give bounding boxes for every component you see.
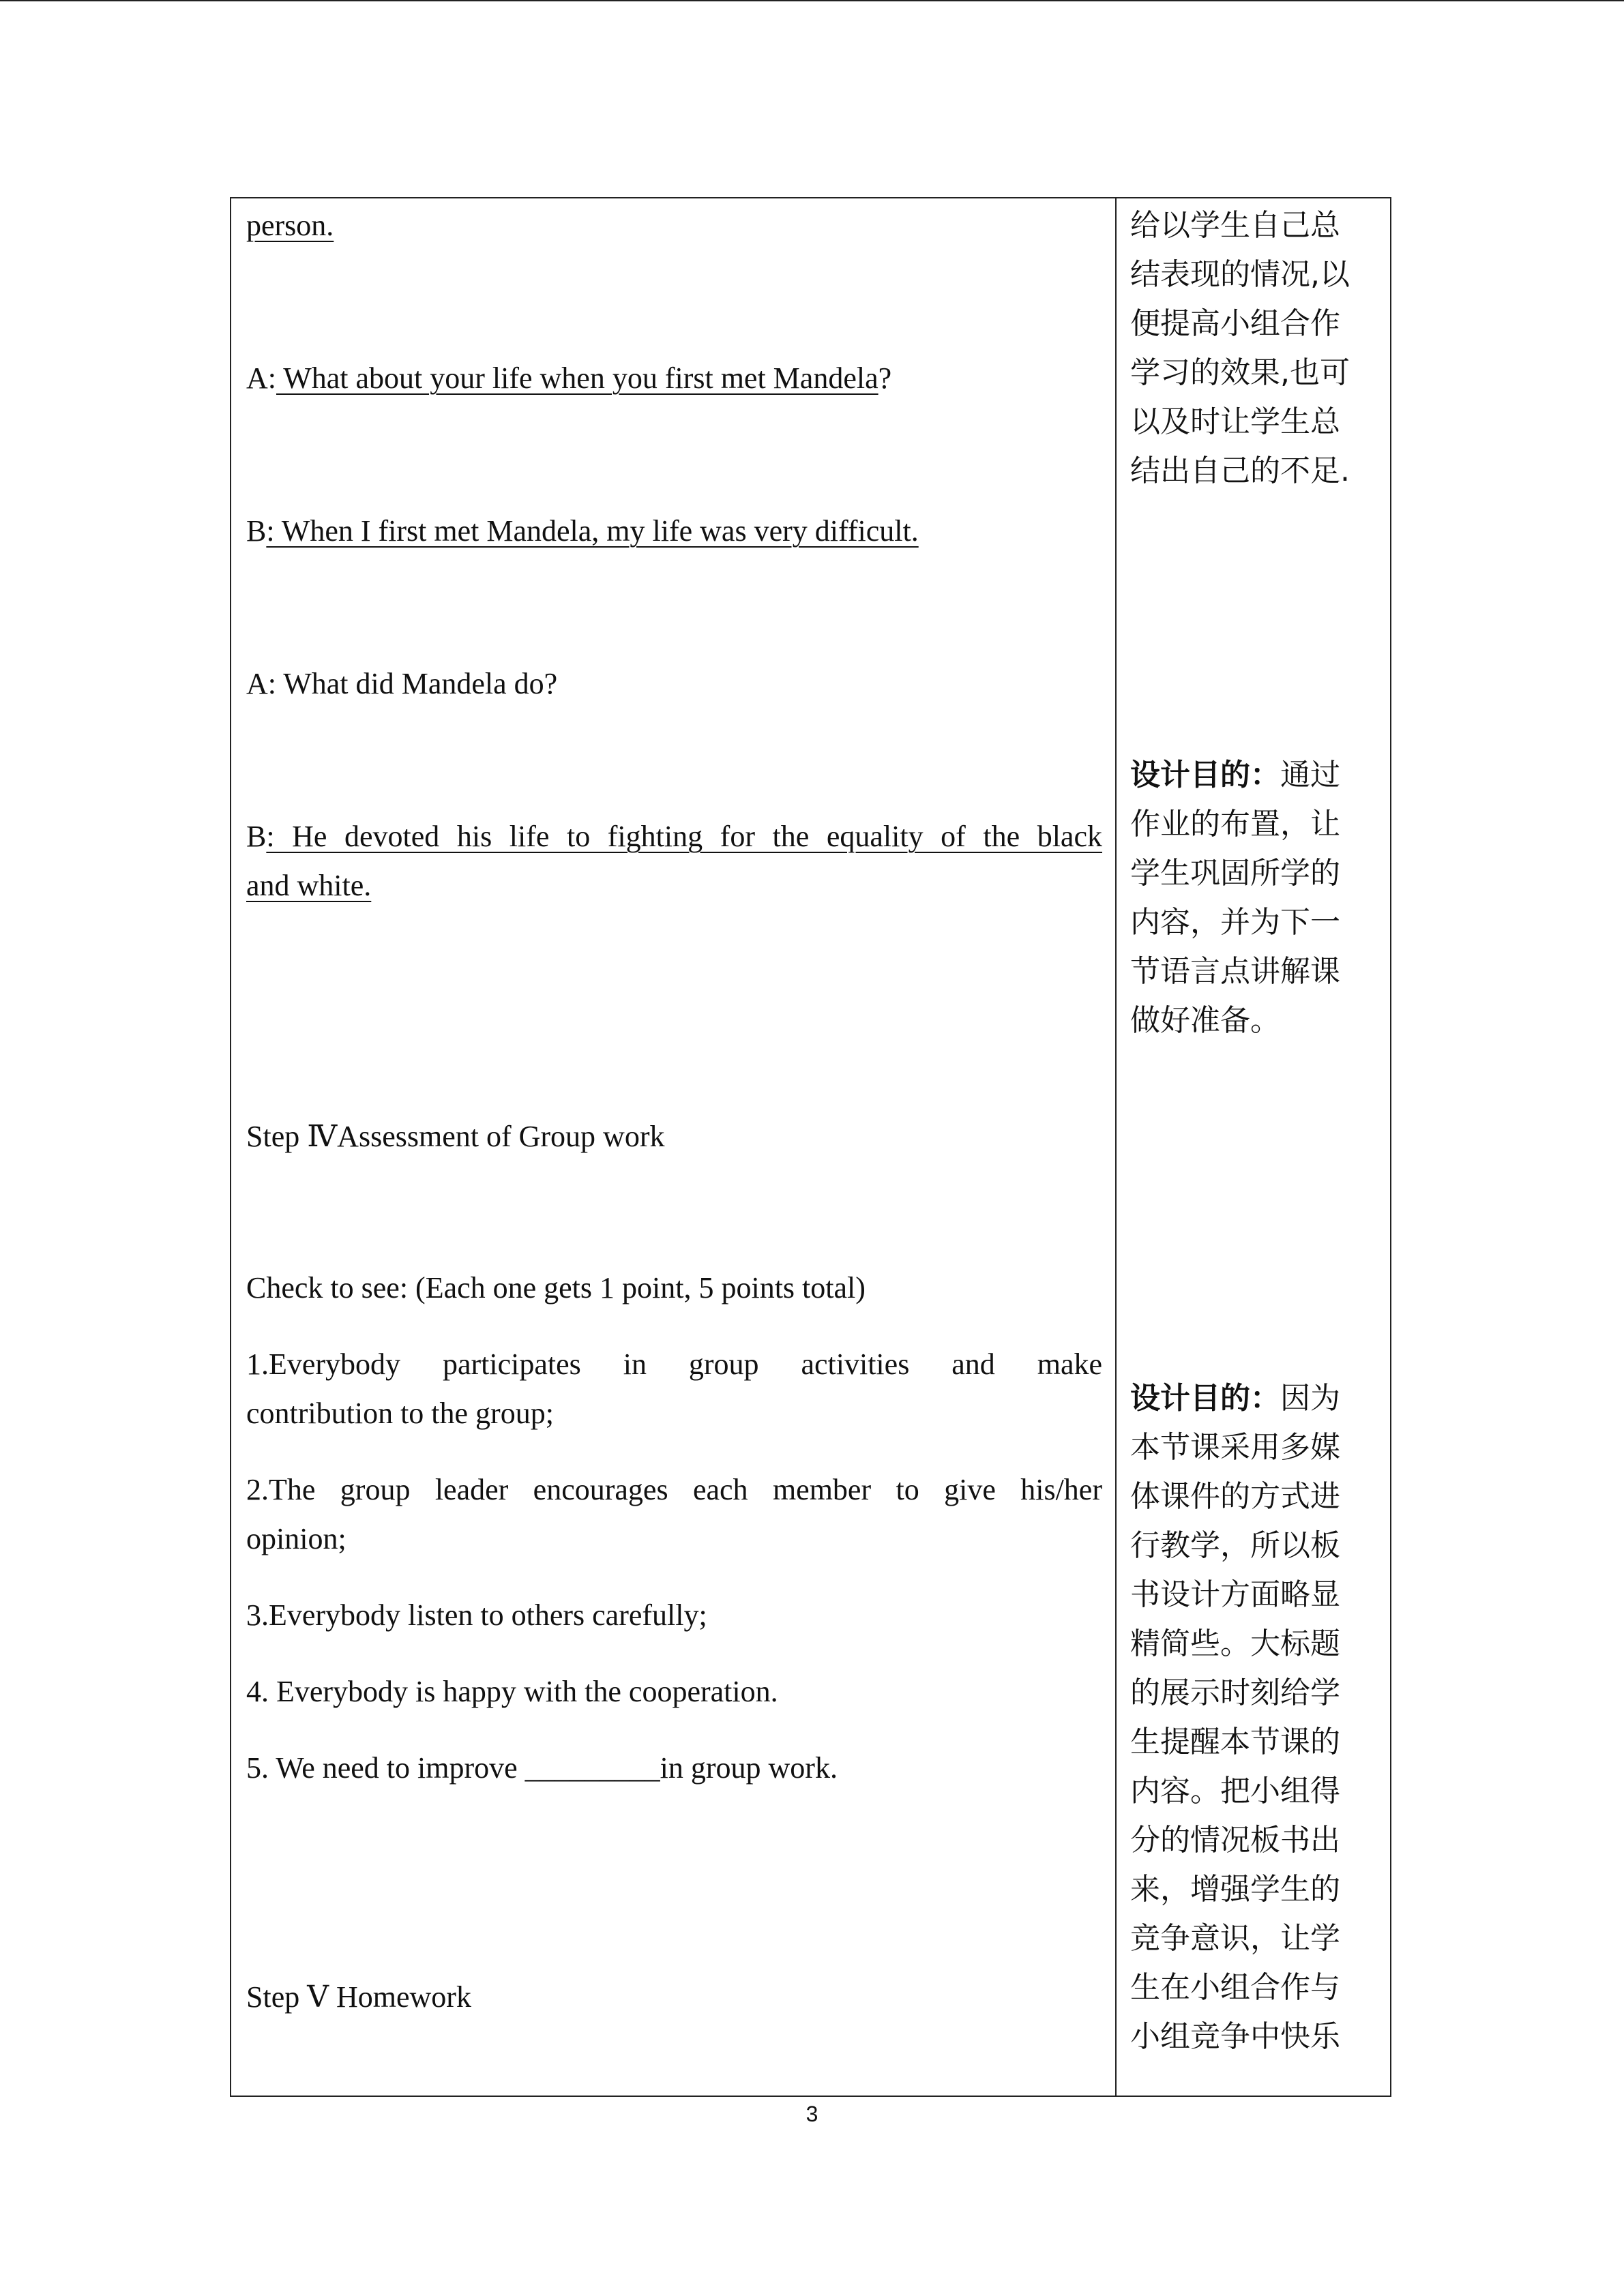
q1-suffix: ? bbox=[878, 361, 892, 395]
a1-prefix: B bbox=[246, 514, 267, 548]
a2-prefix: B bbox=[246, 820, 267, 853]
note3-line: 的展示时刻给学 bbox=[1130, 1675, 1340, 1710]
note1-line: 以及时让学生总 bbox=[1130, 404, 1340, 439]
note3-first: 因为 bbox=[1280, 1381, 1340, 1416]
dialogue-answer-2-line1 bbox=[246, 812, 1102, 861]
note1-line: 便提高小组合作 bbox=[1130, 306, 1340, 341]
note3-label: 设计目的： bbox=[1130, 1381, 1280, 1416]
a2-text-1: : He devoted his life to fighting for the equality of the black bbox=[266, 820, 1102, 853]
q1-prefix: A: bbox=[246, 361, 276, 395]
note2-label: 设计目的： bbox=[1130, 758, 1280, 792]
note3-first-line bbox=[1130, 1374, 1376, 1423]
note3-line: 小组竞争中快乐 bbox=[1130, 2019, 1340, 2054]
note3-line: 生提醒本节课的 bbox=[1130, 1725, 1340, 1759]
item-2-line2: opinion; bbox=[246, 1522, 346, 1555]
design-note-block-1 bbox=[1130, 201, 1376, 496]
note1-line: 学习的效果,也可 bbox=[1130, 355, 1350, 390]
note2-line: 学生巩固所学的 bbox=[1130, 856, 1340, 891]
item-3: 3.Everybody listen to others carefully; bbox=[246, 1598, 707, 1632]
top-border-line bbox=[0, 0, 1624, 1]
item-2-line1: 2.The group leader encourages each member to give his/her bbox=[246, 1473, 1102, 1506]
note3-line: 本节课采用多媒 bbox=[1130, 1430, 1340, 1465]
design-note-block-2 bbox=[1130, 751, 1376, 1045]
step-5-heading: Step Ⅴ Homework bbox=[246, 1980, 471, 2014]
note3-line: 竞争意识，让学 bbox=[1130, 1921, 1340, 1956]
note3-line: 来，增强学生的 bbox=[1130, 1872, 1340, 1907]
note1-line: 结表现的情况,以 bbox=[1130, 257, 1350, 292]
lesson-plan-table bbox=[230, 197, 1391, 2097]
note3-line: 内容。把小组得 bbox=[1130, 1774, 1340, 1808]
note2-first: 通过 bbox=[1280, 758, 1340, 792]
page-number: 3 bbox=[806, 2102, 818, 2126]
note2-line: 作业的布置，让 bbox=[1130, 807, 1340, 841]
q1-text: What about your life when you first met Mandela bbox=[276, 361, 879, 395]
item-5: 5. We need to improve _________in group work. bbox=[246, 1751, 838, 1785]
dialogue-answer-1 bbox=[246, 507, 919, 556]
item-1-line2: contribution to the group; bbox=[246, 1397, 554, 1430]
dialogue-answer-2-line2: and white. bbox=[246, 869, 372, 902]
note3-line: 书设计方面略显 bbox=[1130, 1577, 1340, 1612]
a1-text: : When I first met Mandela, my life was very difficult. bbox=[266, 514, 919, 548]
note3-line: 生在小组合作与 bbox=[1130, 1970, 1340, 2005]
text-person: person. bbox=[246, 209, 334, 242]
note1-line: 给以学生自己总 bbox=[1130, 208, 1340, 243]
note3-line: 分的情况板书出 bbox=[1130, 1823, 1340, 1858]
dialogue-question-2: A: What did Mandela do? bbox=[246, 667, 558, 700]
step-4-heading: Step ⅣAssessment of Group work bbox=[246, 1120, 665, 1153]
note2-line: 内容，并为下一 bbox=[1130, 905, 1340, 940]
check-instructions: Check to see: (Each one gets 1 point, 5 points total) bbox=[246, 1271, 866, 1304]
design-note-block-3 bbox=[1130, 1374, 1376, 2061]
item-1-line1: 1.Everybody participates in group activities and make bbox=[246, 1347, 1102, 1381]
note2-line: 节语言点讲解课 bbox=[1130, 954, 1340, 989]
note2-line: 做好准备。 bbox=[1130, 1003, 1280, 1038]
item-4: 4. Everybody is happy with the cooperation. bbox=[246, 1675, 778, 1708]
note1-line: 结出自己的不足. bbox=[1130, 453, 1350, 488]
note3-line: 行教学，所以板 bbox=[1130, 1528, 1340, 1563]
note2-first-line bbox=[1130, 751, 1376, 800]
note3-line: 精简些。大标题 bbox=[1130, 1626, 1340, 1661]
dialogue-question-1 bbox=[246, 354, 891, 403]
note3-line: 体课件的方式进 bbox=[1130, 1479, 1340, 1514]
column-divider bbox=[1115, 198, 1117, 2096]
